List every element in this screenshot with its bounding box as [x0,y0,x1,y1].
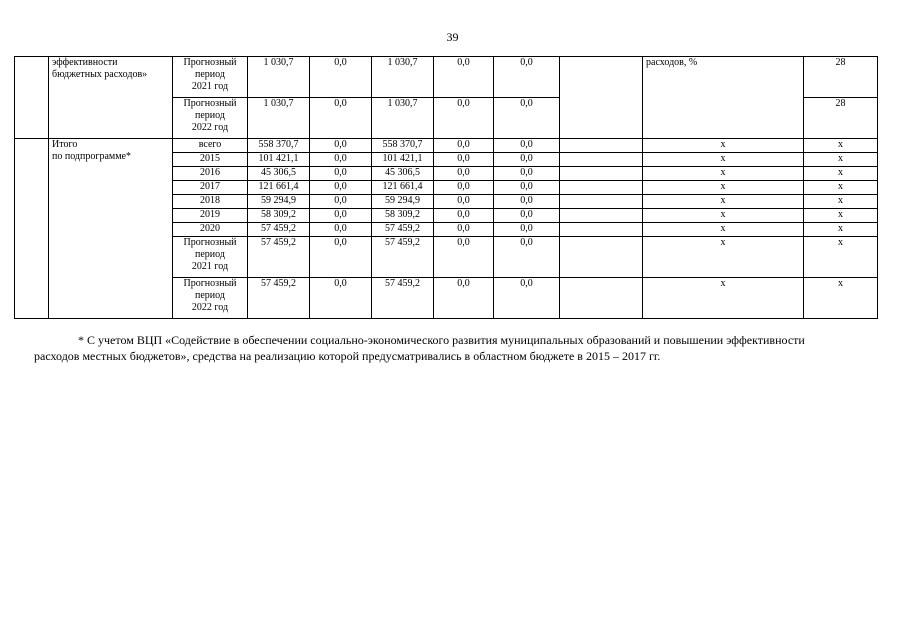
row-number-cell [15,139,49,319]
row-name-cell [49,57,173,139]
value-cell: 58 309,2 [248,209,310,223]
period-line: период [195,110,225,121]
period-cell [173,98,248,139]
value-cell: 45 306,5 [248,167,310,181]
footnote-line-1: * С учетом ВЦП «Содействие в обеспечении социально-экономического развития муниципальных образований и повышении эффективности [78,333,805,347]
not-applicable-cell: х [643,223,804,237]
value-cell: 0,0 [494,167,560,181]
empty-cell [560,153,643,167]
period-cell [173,57,248,98]
period-line: 2019 [200,209,220,220]
not-applicable-cell: х [643,167,804,181]
period-cell [173,167,248,181]
period-line: Прогнозный [183,98,237,109]
not-applicable-cell: х [643,278,804,319]
period-line: 2017 [200,181,220,192]
value-cell: 0,0 [310,181,372,195]
period-cell [173,195,248,209]
value-cell: 59 294,9 [248,195,310,209]
empty-cell [560,209,643,223]
value-cell: 57 459,2 [248,237,310,278]
page-number: 39 [446,30,459,44]
table-row [15,139,878,153]
value-cell: 0,0 [494,223,560,237]
not-applicable-cell: х [804,181,878,195]
value-cell: 1 030,7 [248,57,310,98]
not-applicable-cell: х [643,139,804,153]
value-cell: 0,0 [434,139,494,153]
value-cell: 0,0 [310,223,372,237]
indicator-cell: расходов, % [643,57,804,139]
period-line: всего [198,139,222,150]
not-applicable-cell: х [643,181,804,195]
value-cell: 0,0 [310,209,372,223]
value-cell: 0,0 [310,237,372,278]
value-cell: 0,0 [434,223,494,237]
period-cell [173,139,248,153]
row-name-line: бюджетных расходов» [52,69,148,80]
value-cell: 121 661,4 [248,181,310,195]
value-cell: 1 030,7 [248,98,310,139]
empty-cell [560,167,643,181]
row-name-cell [49,139,173,319]
value-cell: 0,0 [494,98,560,139]
value-cell: 57 459,2 [248,223,310,237]
value-cell: 0,0 [494,237,560,278]
value-cell: 0,0 [494,139,560,153]
value-cell: 0,0 [494,57,560,98]
period-line: Прогнозный [183,57,237,68]
value-cell: 0,0 [434,153,494,167]
table-block-subprogram-total [15,139,878,319]
period-line: период [195,249,225,260]
not-applicable-cell: х [643,237,804,278]
row-name-line: по подпрограмме* [52,151,131,162]
period-line: 2016 [200,167,220,178]
period-cell [173,181,248,195]
value-cell: 58 309,2 [372,209,434,223]
period-line: 2022 год [191,122,229,133]
value-cell: 57 459,2 [248,278,310,319]
not-applicable-cell: х [804,223,878,237]
period-line: 2015 [200,153,220,164]
table-row [15,57,878,98]
value-cell: 57 459,2 [372,278,434,319]
row-name-line: Итого [52,139,78,150]
value-cell: 0,0 [434,195,494,209]
value-cell: 0,0 [434,278,494,319]
period-line: период [195,69,225,80]
not-applicable-cell: х [804,237,878,278]
value-cell: 0,0 [434,237,494,278]
value-cell: 0,0 [494,181,560,195]
value-cell: 0,0 [434,181,494,195]
not-applicable-cell: х [804,278,878,319]
footnote-line-2: расходов местных бюджетов», средства на реализацию которой предусматривались в областном бюджете в 2015 – 2017 гг. [34,349,661,363]
row-name-line: эффективности [52,57,118,68]
value-cell: 558 370,7 [372,139,434,153]
value-cell: 0,0 [494,278,560,319]
value-cell: 121 661,4 [372,181,434,195]
value-cell: 101 421,1 [372,153,434,167]
value-cell: 0,0 [310,195,372,209]
empty-cell [560,278,643,319]
target-value-cell: 28 [804,98,878,139]
value-cell: 59 294,9 [372,195,434,209]
budget-table [14,56,878,319]
period-cell [173,223,248,237]
period-line: 2022 год [191,302,229,313]
not-applicable-cell: х [804,153,878,167]
value-cell: 0,0 [310,139,372,153]
period-cell [173,278,248,319]
not-applicable-cell: х [643,209,804,223]
empty-cell [560,223,643,237]
empty-cell [560,139,643,153]
row-number-cell [15,57,49,139]
value-cell: 0,0 [310,57,372,98]
value-cell: 0,0 [434,209,494,223]
value-cell: 0,0 [434,98,494,139]
period-cell [173,237,248,278]
not-applicable-cell: х [804,139,878,153]
value-cell: 1 030,7 [372,98,434,139]
empty-cell [560,195,643,209]
not-applicable-cell: х [643,153,804,167]
empty-cell [560,237,643,278]
value-cell: 0,0 [494,153,560,167]
period-cell [173,153,248,167]
value-cell: 0,0 [434,167,494,181]
empty-cell [560,181,643,195]
value-cell: 0,0 [310,167,372,181]
footnote [34,332,870,364]
period-line: период [195,290,225,301]
period-line: 2021 год [191,81,229,92]
not-applicable-cell: х [804,195,878,209]
value-cell: 1 030,7 [372,57,434,98]
empty-cell [560,57,643,139]
value-cell: 0,0 [310,98,372,139]
value-cell: 0,0 [310,278,372,319]
table-block-efficiency [15,57,878,139]
value-cell: 57 459,2 [372,237,434,278]
period-line: Прогнозный [183,237,237,248]
not-applicable-cell: х [804,209,878,223]
value-cell: 101 421,1 [248,153,310,167]
not-applicable-cell: х [643,195,804,209]
target-value-cell: 28 [804,57,878,98]
period-cell [173,209,248,223]
value-cell: 558 370,7 [248,139,310,153]
value-cell: 45 306,5 [372,167,434,181]
value-cell: 0,0 [310,153,372,167]
not-applicable-cell: х [804,167,878,181]
period-line: 2020 [200,223,220,234]
value-cell: 0,0 [434,57,494,98]
value-cell: 57 459,2 [372,223,434,237]
value-cell: 0,0 [494,195,560,209]
period-line: 2018 [200,195,220,206]
period-line: 2021 год [191,261,229,272]
period-line: Прогнозный [183,278,237,289]
value-cell: 0,0 [494,209,560,223]
